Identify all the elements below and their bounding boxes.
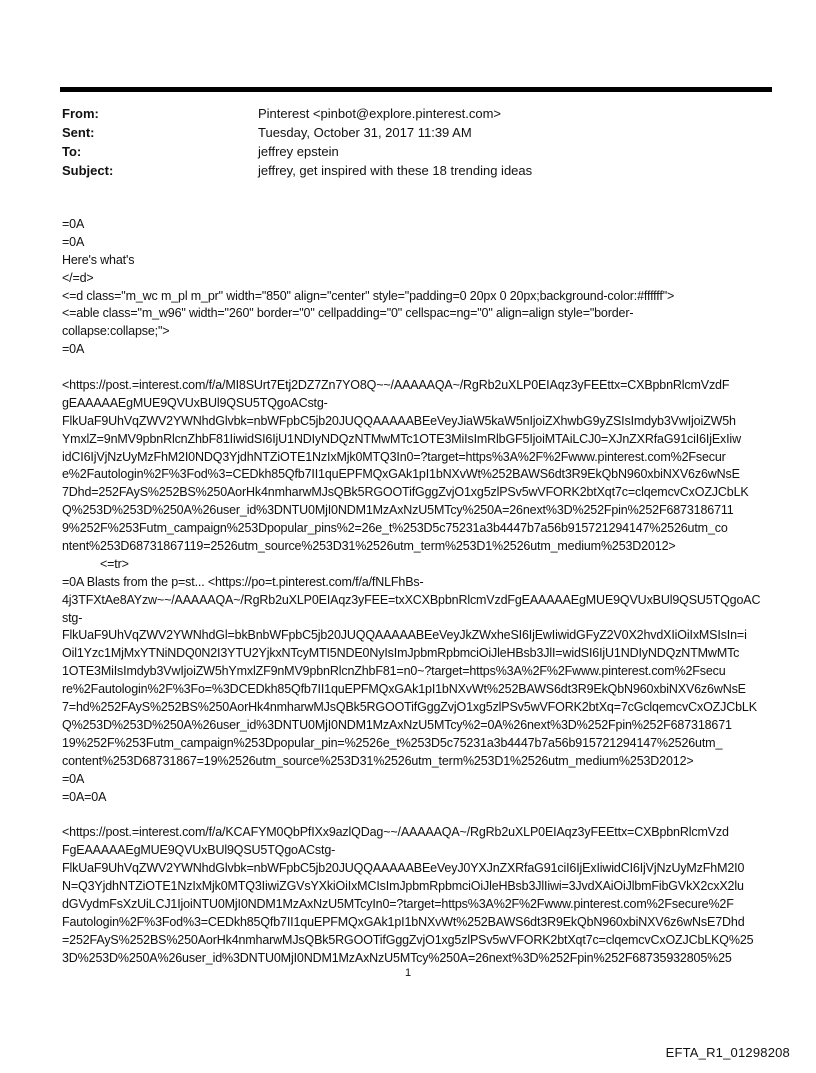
body-line: Here's what's <box>62 252 135 267</box>
subject-value: jeffrey, get inspired with these 18 trending ideas <box>258 163 533 178</box>
body-line: 7=hd%252FAyS%252BS%250AorHk4nmharwMJsQBk5RGOOTifGggZvjO1xg5zlPSv5wVFORK2btXq=7cGclqemcvCxOZJCbLK <box>62 700 757 715</box>
body-line: <=d class="m_wc m_pl m_pr" width="850" align="center" style="padding=0 20px 0 20px;background-color:#ffffff"> <box>62 288 675 303</box>
body-line: =0A=0A <box>62 789 107 804</box>
to-label: To: <box>62 144 82 159</box>
blank-line <box>62 359 782 377</box>
body-line: N=Q3YjdhNTZiOTE1NzIxMjk0MTQ3IiwiZGVsYXkiOiIxMCIsImJpbmRpbmciOiJleHBsb3JlIiwi=3JvdXAiOiJlbmFibGVkX2cxX2lu <box>62 878 744 893</box>
body-line: Q%253D%253D%250A%26user_id%3DNTU0MjI0NDM1MzAxNzU5MTcy%2=0A%26next%3D%252Fpin%252F687318671 <box>62 717 732 732</box>
body-line: =0A <box>62 771 85 786</box>
body-line: =0A Blasts from the p=st... <https://po=t.pinterest.com/f/a/fNLFhBs- <box>62 574 424 589</box>
from-value: Pinterest <pinbot@explore.pinterest.com> <box>258 106 501 121</box>
body-line: =252FAyS%252BS%250AorHk4nmharwMJsQBk5RGOOTifGggZvjO1xg5zlPSv5wVFORK2btXqt7c=clqemcvCxOZJCbLKQ%25 <box>62 932 754 947</box>
body-line: e%2Fautologin%2F%3Fod%3=CEDkh85Qfb7II1quEPFMQxGAk1pI1bNXvWt%252BAWS6dt3R9EkQbN960xbiNXV6z6wNsE <box>62 467 740 482</box>
body-line: <=able class="m_w96" width="260" border="0" cellpadding="0" cellspac=ng="0" align=align style="border- <box>62 306 634 321</box>
body-line: 4j3TFXtAe8AYzw~~/AAAAAQA~/RgRb2uXLP0EIAqz3yFEE=txXCXBpbnRlcmVzdFgEAAAAAEgMUE9QVUxBUl9QSU5TQgoAC <box>62 592 761 607</box>
body-line: FlkUaF9UhVqZWV2YWNhdGlvbk=nbWFpbC5jb20JUQQAAAAABEeVeyJiaW5kaW5nIjoiZXhwbG9yZSIsImdyb3VwIjoiZW5h <box>62 413 736 428</box>
header-divider <box>60 87 772 92</box>
subject-label: Subject: <box>62 163 114 178</box>
body-line: =0A <box>62 234 85 249</box>
body-line: 7Dhd=252FAyS%252BS%250AorHk4nmharwMJsQBk5RGOOTifGggZvjO1xg5zlPSv5wVFORK2btXqt7c=clqemcvCxOZJCbLK <box>62 485 749 500</box>
body-line: 9%252F%253Futm_campaign%253Dpopular_pins%2=26e_t%253D5c75231a3b4447b7a56b915721294147%2526utm_co <box>62 521 728 536</box>
body-line: Q%253D%253D%250A%26user_id%3DNTU0MjI0NDM1MzAxNzU5MTcy%250A=26next%3D%252Fpin%252F6873186711 <box>62 503 734 518</box>
from-label: From: <box>62 106 99 121</box>
body-line: YmxlZ=9nMV9pbnRlcnZhbF81IiwidSI6IjU1NDIyNDQzNTMwMTc1OTE3MiIsImRlbGF5IjoiMTAiLCJ0=XJnZXRfaG91ciI6IjExIiw <box>62 431 741 446</box>
body-line: FlkUaF9UhVqZWV2YWNhdGl=bkBnbWFpbC5jb20JUQQAAAAABEeVeyJkZWxheSI6IjEwIiwidGFyZ2V0X2hvdXIiOiIxMSIsIn=i <box>62 628 747 643</box>
page-number: 1 <box>404 967 412 979</box>
body-line: =0A <box>62 217 85 231</box>
body-line: 3D%253D%250A%26user_id%3DNTU0MjI0NDM1MzAxNzU5MTcy%250A=26next%3D%252Fpin%252F68735932805%25 <box>62 950 732 965</box>
body-line: <https://post.=interest.com/f/a/MI8SUrt7Etj2DZ7Zn7YO8Q~~/AAAAAQA~/RgRb2uXLP0EIAqz3yFEEttx=CXBpbnRlcmVzdF <box>62 378 730 393</box>
body-line: dGVydmFsXzUiLCJ1IjoiNTU0MjI0NDM1MzAxNzU5MTcyIn0=?target=https%3A%2F%2Fwww.pinterest.com%2Fsecure%2F <box>62 896 734 911</box>
body-line: Fautologin%2F%3Fod%3=CEDkh85Qfb7II1quEPFMQxGAk1pI1bNXvWt%252BAWS6dt3R9EkQbN960xbiNXV6z6wNsE7Dhd <box>62 914 745 929</box>
body-line: stg- <box>62 610 83 625</box>
body-line: ntent%253D68731867119=2526utm_source%253D31%2526utm_term%253D1%2526utm_medium%253D2012> <box>62 539 676 554</box>
body-line: FlkUaF9UhVqZWV2YWNhdGlvbk=nbWFpbC5jb20JUQQAAAAABEeVeyJ0YXJnZXRfaG91ciI6IjExIiwidCI6IjVjNzUyMzFhM2I0 <box>62 861 745 876</box>
sent-label: Sent: <box>62 125 95 140</box>
body-line: re%2Fautologin%2F%3Fo=%3DCEDkh85Qfb7II1quEPFMQxGAk1pI1bNXvWt%252BAWS6dt3R9EkQbN960xbiNXV6z6wNsE <box>62 682 746 697</box>
email-body <box>62 216 782 967</box>
to-value: jeffrey epstein <box>258 144 339 159</box>
body-line: gEAAAAAEgMUE9QVUxBUl9QSU5TQgoACstg- <box>62 395 328 410</box>
body-line: =0A <box>62 342 85 357</box>
body-line: FgEAAAAAEgMUE9QVUxBUl9QSU5TQgoACstg- <box>62 843 336 858</box>
body-line: collapse:collapse;"> <box>62 324 170 339</box>
blank-line <box>62 806 782 824</box>
body-line: 1OTE3MiIsImdyb3VwIjoiZW5hYmxlZF9nMV9pbnRlcnZhbF81=n0~?target=https%3A%2F%2Fwww.pinterest.com%2Fsecu <box>62 664 726 679</box>
body-line: Oil1Yzc1MjMxYTNiNDQ0N2I3YTU2YjkxNTcyMTI5NDE0NyIsImJpbmRpbmciOiJleHBsb3JlI=widSI6IjU1NDIyNDQzNTMwMTc <box>62 646 740 661</box>
body-line: content%253D68731867=19%2526utm_source%253D31%2526utm_term%253D1%2526utm_medium%253D2012> <box>62 753 694 768</box>
body-line: idCI6IjVjNzUyMzFhM2I0NDQ3YjdhNTZiOTE1NzIxMjk0MTQ3In0=?target=https%3A%2F%2Fwww.pinterest.com%2Fsecur <box>62 449 726 464</box>
body-line: 19%252F%253Futm_campaign%253Dpopular_pin=%2526e_t%253D5c75231a3b4447b7a56b915721294147%2526utm_ <box>62 735 723 750</box>
body-line: <https://post.=interest.com/f/a/KCAFYM0QbPfIXx9azlQDag~~/AAAAAQA~/RgRb2uXLP0EIAqz3yFEEttx=CXBpbnRlcmVzd <box>62 825 729 840</box>
body-line: </=d> <box>62 270 94 285</box>
sent-value: Tuesday, October 31, 2017 11:39 AM <box>258 125 472 140</box>
bates-number: EFTA_R1_01298208 <box>665 1045 790 1060</box>
body-line: <=tr> <box>100 556 129 571</box>
